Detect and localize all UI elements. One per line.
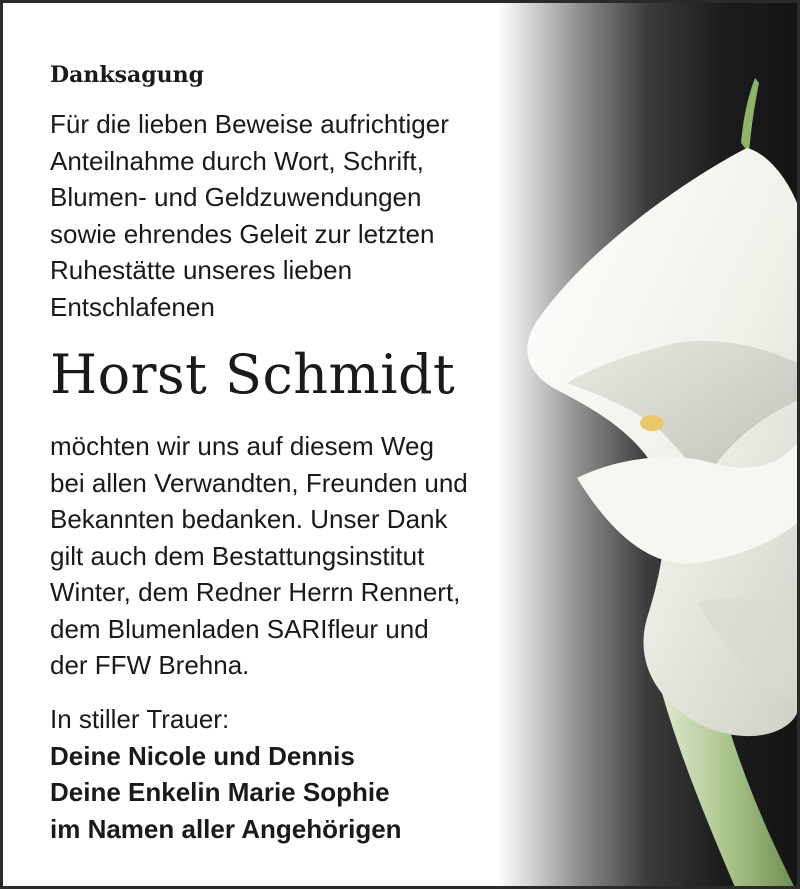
calla-lily-icon [497,3,797,889]
intro-line: Ruhestätte unseres lieben [50,255,353,285]
thanks-line: bei allen Verwandten, Freunden und [50,467,468,498]
flower-panel [497,3,797,889]
heading: Danksagung [50,62,204,88]
thanks-line: dem Blumenladen SARIfleur und [50,613,429,644]
thanks-line: der FFW Brehna. [50,650,250,680]
thanks-line: Bekannten bedanken. Unser Dank [50,504,448,534]
thanks-paragraph [50,428,468,684]
intro-line: Entschlafenen [50,291,215,322]
thanks-line: möchten wir uns auf diesem Weg [50,431,434,461]
deceased-name: Horst Schmidt [50,343,456,406]
signature-line: Deine Enkelin Marie Sophie [50,777,390,807]
intro-line: Anteilnahme durch Wort, Schrift, [50,145,424,176]
signature-line: Deine Nicole und Dennis [50,740,355,771]
intro-paragraph [50,106,449,325]
intro-line: sowie ehrendes Geleit zur letzten [50,218,435,249]
intro-line: Für die lieben Beweise aufrichtiger [50,109,449,139]
thanks-line: gilt auch dem Bestattungsinstitut [50,540,425,571]
intro-line: Blumen- und Geldzuwendungen [50,182,422,212]
thanks-line: Winter, dem Redner Herrn Rennert, [50,577,461,607]
closing-intro: In stiller Trauer: [50,704,230,734]
signature-line: im Namen aller Angehörigen [50,813,402,844]
closing-block [50,701,402,847]
